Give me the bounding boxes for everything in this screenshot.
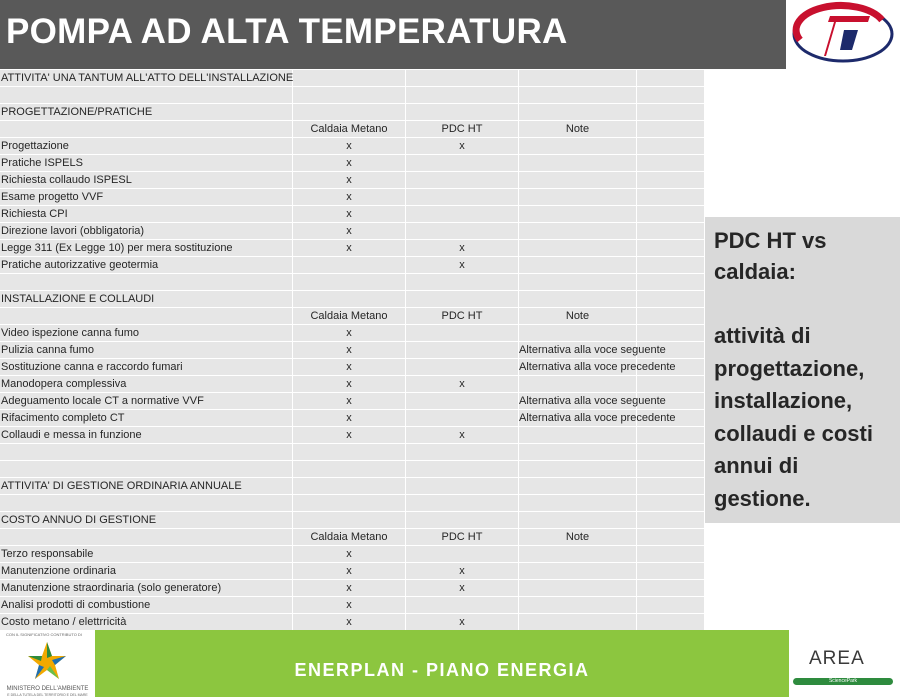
table-cell: [519, 495, 637, 512]
table-cell: [0, 614, 293, 631]
table-cell: [406, 257, 519, 274]
table-cell: [637, 393, 704, 410]
cell-text: Analisi prodotti di combustione: [1, 599, 151, 611]
table-cell: [406, 240, 519, 257]
table-cell: [637, 138, 704, 155]
cell-text: x: [346, 582, 352, 594]
footer-banner: [95, 630, 789, 697]
cell-text: Pratiche ISPELS: [1, 157, 83, 169]
table-cell: [293, 495, 406, 512]
table-cell: [0, 206, 293, 223]
table-cell: [637, 274, 704, 291]
cell-text: Manutenzione ordinaria: [1, 565, 116, 577]
table-cell: [519, 546, 637, 563]
table-cell: [0, 461, 293, 478]
table-cell: [637, 546, 704, 563]
table-cell: [519, 172, 637, 189]
table-cell: [293, 563, 406, 580]
table-cell: [406, 393, 519, 410]
table-cell: [637, 529, 704, 546]
table-row: [0, 172, 704, 189]
table-cell: [293, 206, 406, 223]
cell-text: Alternativa alla voce precedente: [519, 412, 676, 424]
table-row: [0, 410, 704, 427]
cell-text: Richiesta collaudo ISPESL: [1, 174, 132, 186]
table-cell: [406, 376, 519, 393]
table-row: [0, 189, 704, 206]
table-cell: [519, 410, 676, 427]
table-cell: [293, 104, 406, 121]
table-cell: [406, 325, 519, 342]
table-row: [0, 393, 704, 410]
table-cell: [519, 614, 637, 631]
cell-text: Alternativa alla voce precedente: [519, 361, 676, 373]
table-cell: [0, 444, 293, 461]
table-cell: [519, 325, 637, 342]
table-row: [0, 376, 704, 393]
cell-text: [0, 89, 1, 101]
table-cell: [406, 104, 519, 121]
table-cell: [406, 70, 519, 87]
table-cell: [293, 546, 406, 563]
cell-text: COSTO ANNUO DI GESTIONE: [1, 514, 157, 526]
table-cell: [637, 359, 704, 376]
cell-text: Adeguamento locale CT a normative VVF: [1, 395, 204, 407]
cell-text: x: [346, 344, 352, 356]
table-cell: [519, 189, 637, 206]
cell-text: Caldaia Metano: [310, 123, 388, 135]
table-cell: [519, 121, 637, 138]
cell-text: PROGETTAZIONE/PRATICHE: [1, 106, 153, 118]
table-row: [0, 138, 704, 155]
table-cell: [406, 529, 519, 546]
cell-text: x: [346, 599, 352, 611]
table-cell: [293, 461, 406, 478]
cell-text: Sostituzione canna e raccordo fumari: [1, 361, 183, 373]
ministry-logo: [0, 630, 95, 697]
table-cell: [293, 393, 406, 410]
slide-title: POMPA AD ALTA TEMPERATURA: [6, 12, 568, 51]
table-cell: [519, 461, 637, 478]
table-cell: [637, 495, 704, 512]
table-cell: [637, 121, 704, 138]
table-cell: [0, 240, 293, 257]
table-cell: [637, 325, 704, 342]
table-cell: [637, 308, 704, 325]
table-cell: [519, 478, 637, 495]
table-cell: [293, 291, 406, 308]
table-cell: [519, 223, 637, 240]
table-cell: [637, 597, 704, 614]
table-cell: [519, 427, 637, 444]
table-cell: [0, 512, 293, 529]
table-cell: [406, 223, 519, 240]
cell-text: x: [459, 259, 465, 271]
table-cell: [406, 427, 519, 444]
table-row: [0, 478, 704, 495]
table-cell: [0, 580, 293, 597]
table-cell: [293, 308, 406, 325]
table-cell: [637, 461, 704, 478]
table-cell: [0, 274, 293, 291]
table-cell: [293, 274, 406, 291]
table-cell: [406, 274, 519, 291]
cell-text: x: [459, 140, 465, 152]
cell-text: Caldaia Metano: [310, 531, 388, 543]
table-row: [0, 155, 704, 172]
cell-text: Alternativa alla voce seguente: [519, 395, 666, 407]
side-body-line: attività di: [714, 323, 811, 348]
table-cell: [406, 121, 519, 138]
table-cell: [0, 223, 293, 240]
cell-text: Legge 311 (Ex Legge 10) per mera sostituzione: [1, 242, 233, 254]
ministry-top-text: CON IL SIGNIFICATIVO CONTRIBUTO DI: [6, 632, 82, 637]
table-cell: [406, 155, 519, 172]
cell-text: [0, 531, 1, 543]
cell-text: Video ispezione canna fumo: [1, 327, 140, 339]
table-cell: [406, 410, 519, 427]
table-cell: [293, 359, 406, 376]
table-cell: [637, 70, 704, 87]
cell-text: ATTIVITA' DI GESTIONE ORDINARIA ANNUALE: [1, 480, 242, 492]
table-cell: [0, 189, 293, 206]
cell-text: Rifacimento completo CT: [1, 412, 125, 424]
table-cell: [0, 597, 293, 614]
side-panel-body: [714, 320, 898, 515]
table-cell: [519, 291, 637, 308]
cell-text: [0, 463, 1, 475]
table-cell: [519, 529, 637, 546]
table-cell: [406, 546, 519, 563]
table-cell: [406, 206, 519, 223]
cell-text: x: [346, 157, 352, 169]
table-cell: [0, 291, 293, 308]
table-cell: [406, 512, 519, 529]
side-body-line: collaudi e costi: [714, 420, 873, 446]
table-cell: [637, 189, 704, 206]
side-panel-title: [714, 225, 898, 287]
cell-text: x: [459, 242, 465, 254]
cell-text: Manutenzione straordinaria (solo generatore): [1, 582, 222, 594]
table-cell: [0, 427, 293, 444]
table-row: [0, 70, 704, 87]
table-cell: [519, 376, 637, 393]
cell-text: x: [346, 242, 352, 254]
table-cell: [293, 478, 406, 495]
cell-text: x: [459, 429, 465, 441]
table-cell: [519, 155, 637, 172]
table-cell: [293, 427, 406, 444]
cell-text: Costo metano / elettrricità: [1, 616, 127, 628]
table-cell: [406, 308, 519, 325]
table-row: [0, 597, 704, 614]
table-cell: [406, 580, 519, 597]
table-cell: [519, 274, 637, 291]
table-cell: [637, 291, 704, 308]
table-cell: [406, 563, 519, 580]
cell-text: x: [346, 361, 352, 373]
table-cell: [0, 121, 293, 138]
cell-text: x: [346, 174, 352, 186]
table-cell: [293, 87, 406, 104]
cell-text: Note: [565, 310, 590, 322]
table-row: [0, 223, 704, 240]
table-cell: [293, 70, 406, 87]
area-logo: [789, 630, 900, 697]
table-cell: [519, 206, 637, 223]
area-logo-text: AREA: [809, 648, 865, 669]
table-cell: [406, 444, 519, 461]
table-cell: [293, 512, 406, 529]
table-header-row: [0, 529, 704, 546]
table-row: [0, 257, 704, 274]
side-body-line: installazione,: [714, 388, 853, 413]
table-row: [0, 512, 704, 529]
table-row: [0, 206, 704, 223]
table-cell: [406, 359, 519, 376]
table-cell: [519, 87, 637, 104]
table-header-row: [0, 308, 704, 325]
table-cell: [0, 104, 293, 121]
table-cell: [519, 342, 666, 359]
cell-text: Alternativa alla voce seguente: [519, 344, 666, 356]
footer-banner-text: ENERPLAN - PIANO ENERGIA: [294, 660, 590, 680]
table-cell: [637, 614, 704, 631]
table-cell: [519, 138, 637, 155]
cell-text: Note: [565, 123, 590, 135]
cell-text: x: [459, 378, 465, 390]
table-cell: [637, 342, 704, 359]
table-cell: [0, 478, 293, 495]
table-cell: [406, 87, 519, 104]
table-cell: [519, 257, 637, 274]
table-cell: [519, 308, 637, 325]
table-cell: [293, 614, 406, 631]
cell-text: [0, 123, 1, 135]
cell-text: Progettazione: [1, 140, 69, 152]
table-cell: [637, 376, 704, 393]
cell-text: Note: [565, 531, 590, 543]
table-cell: [637, 240, 704, 257]
table-cell: [637, 478, 704, 495]
ministry-sub-label: E DELLA TUTELA DEL TERRITORIO E DEL MARE: [7, 693, 88, 697]
table-cell: [637, 444, 704, 461]
cell-text: x: [346, 191, 352, 203]
cell-text: Richiesta CPI: [1, 208, 68, 220]
ministry-star-icon: [0, 634, 95, 690]
cell-text: INSTALLAZIONE E COLLAUDI: [1, 293, 155, 305]
cell-text: PDC HT: [441, 531, 483, 543]
table-header-row: [0, 121, 704, 138]
table-cell: [519, 563, 637, 580]
table-cell: [293, 342, 406, 359]
table-cell: [0, 155, 293, 172]
ministry-label: MINISTERO DELL'AMBIENTE: [6, 686, 89, 692]
company-logo-icon: [786, 0, 900, 69]
cell-text: x: [459, 565, 465, 577]
table-cell: [406, 291, 519, 308]
table-cell: [293, 325, 406, 342]
table-cell: [0, 529, 293, 546]
table-cell: [406, 614, 519, 631]
cell-text: [0, 276, 1, 288]
table-cell: [293, 410, 406, 427]
table-row: [0, 495, 704, 512]
table-cell: [0, 257, 293, 274]
table-cell: [0, 325, 293, 342]
table-row: [0, 461, 704, 478]
table-row: [0, 240, 704, 257]
cell-text: x: [459, 616, 465, 628]
table-cell: [0, 87, 293, 104]
table-cell: [406, 461, 519, 478]
table-row: [0, 104, 704, 121]
table-cell: [293, 121, 406, 138]
company-logo: [786, 0, 900, 69]
table-cell: [293, 138, 406, 155]
table-row: [0, 614, 704, 631]
area-logo-subtext: SciencePark: [793, 678, 893, 685]
cell-text: x: [346, 327, 352, 339]
cell-text: Direzione lavori (obbligatoria): [1, 225, 145, 237]
table-cell: [0, 410, 293, 427]
side-body-line: gestione.: [714, 485, 811, 511]
cell-text: x: [346, 225, 352, 237]
cell-text: x: [346, 429, 352, 441]
table-cell: [637, 512, 704, 529]
table-cell: [406, 189, 519, 206]
table-cell: [519, 359, 676, 376]
side-title-line: PDC HT vs: [714, 228, 827, 253]
cell-text: x: [346, 140, 352, 152]
table-cell: [0, 342, 293, 359]
table-cell: [637, 87, 704, 104]
cell-text: PDC HT: [441, 310, 483, 322]
table-cell: [0, 172, 293, 189]
table-cell: [519, 240, 637, 257]
table-cell: [519, 444, 637, 461]
table-cell: [293, 257, 406, 274]
cell-text: [0, 497, 1, 509]
cell-text: ATTIVITA' UNA TANTUM ALL'ATTO DELL'INSTALLAZIONE: [1, 72, 294, 84]
side-body-line: annui di: [714, 453, 799, 478]
table-cell: [406, 597, 519, 614]
cell-text: x: [346, 412, 352, 424]
table-cell: [0, 308, 293, 325]
cell-text: [0, 446, 1, 458]
table-cell: [0, 376, 293, 393]
cell-text: Manodopera complessiva: [1, 378, 127, 390]
table-row: [0, 87, 704, 104]
side-title-line: caldaia:: [714, 259, 796, 284]
table-cell: [637, 563, 704, 580]
table-cell: [637, 427, 704, 444]
table-cell: [637, 580, 704, 597]
table-cell: [0, 70, 293, 87]
table-cell: [519, 597, 637, 614]
table-cell: [293, 580, 406, 597]
table-row: [0, 342, 704, 359]
table-cell: [637, 206, 704, 223]
cell-text: Pulizia canna fumo: [1, 344, 94, 356]
table-cell: [519, 512, 637, 529]
table-cell: [293, 155, 406, 172]
table-cell: [637, 155, 704, 172]
table-row: [0, 274, 704, 291]
table-cell: [519, 70, 637, 87]
table-row: [0, 546, 704, 563]
table-cell: [637, 410, 704, 427]
table-row: [0, 291, 704, 308]
cell-text: x: [346, 616, 352, 628]
table-cell: [519, 580, 637, 597]
cell-text: Caldaia Metano: [310, 310, 388, 322]
cell-text: x: [346, 208, 352, 220]
table-cell: [293, 223, 406, 240]
cell-text: Pratiche autorizzative geotermia: [1, 259, 159, 271]
cell-text: x: [346, 395, 352, 407]
side-panel: [705, 217, 900, 523]
table-cell: [637, 223, 704, 240]
cell-text: Collaudi e messa in funzione: [1, 429, 142, 441]
cell-text: x: [459, 582, 465, 594]
table-cell: [0, 359, 293, 376]
table-cell: [0, 393, 293, 410]
table-row: [0, 427, 704, 444]
table-cell: [0, 563, 293, 580]
table-row: [0, 580, 704, 597]
table-row: [0, 359, 704, 376]
activity-table: [0, 70, 704, 630]
cell-text: PDC HT: [441, 123, 483, 135]
table-cell: [293, 172, 406, 189]
table-row: [0, 325, 704, 342]
table-cell: [293, 529, 406, 546]
cell-text: x: [346, 548, 352, 560]
table-cell: [637, 257, 704, 274]
table-cell: [519, 393, 666, 410]
table-cell: [293, 376, 406, 393]
table-cell: [406, 138, 519, 155]
table-cell: [406, 495, 519, 512]
title-bar: [0, 0, 786, 69]
side-body-line: progettazione,: [714, 355, 865, 381]
table-cell: [519, 104, 637, 121]
table-cell: [0, 138, 293, 155]
table-cell: [637, 172, 704, 189]
cell-text: [0, 310, 1, 322]
cell-text: x: [346, 565, 352, 577]
table-cell: [0, 495, 293, 512]
table-cell: [293, 240, 406, 257]
table-cell: [0, 546, 293, 563]
cell-text: Esame progetto VVF: [1, 191, 104, 203]
table-cell: [293, 444, 406, 461]
table-row: [0, 444, 704, 461]
cell-text: x: [346, 378, 352, 390]
table-cell: [637, 104, 704, 121]
table-row: [0, 563, 704, 580]
table-cell: [406, 342, 519, 359]
table-cell: [293, 189, 406, 206]
table-cell: [406, 478, 519, 495]
cell-text: Terzo responsabile: [1, 548, 94, 560]
table-cell: [406, 172, 519, 189]
table-cell: [293, 597, 406, 614]
